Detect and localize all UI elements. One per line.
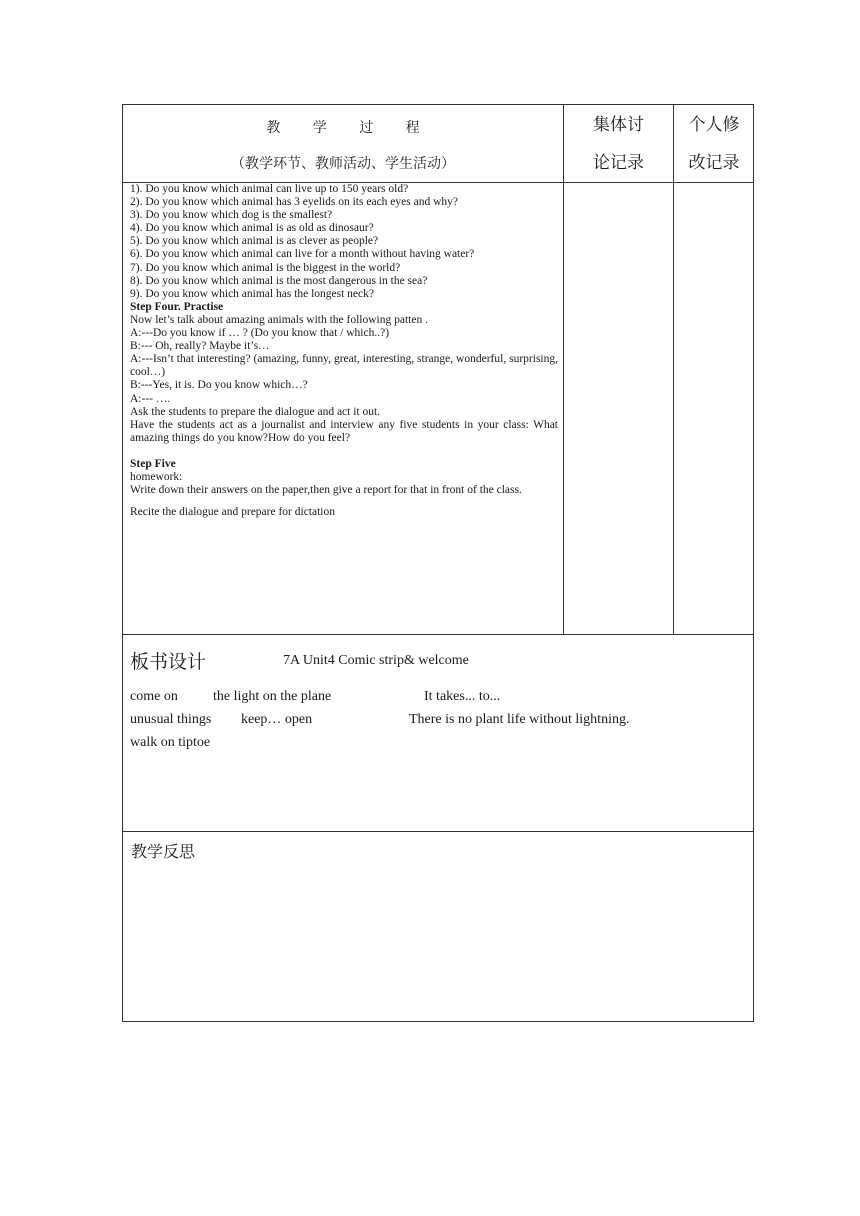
teaching-process-subtitle: （教学环节、教师活动、学生活动） — [231, 156, 455, 172]
lesson-plan-table — [122, 104, 754, 1022]
teaching-content — [130, 183, 558, 519]
dialogue-line: A:---Do you know if … ? (Do you know that / which..?) — [130, 327, 390, 340]
question-line: 4). Do you know which animal is as old as dinosaur? — [130, 222, 374, 235]
title-char: 过 — [359, 120, 374, 136]
dialogue-line: B:---Yes, it is. Do you know which…? — [130, 379, 308, 392]
column-divider-1 — [563, 105, 564, 634]
question-line: 5). Do you know which animal is as clever as people? — [130, 235, 379, 248]
board-phrase: walk on tiptoe — [130, 735, 211, 750]
dialogue-line: A:---Isn’t that interesting? (amazing, funny, great, interesting, strange, wonderful, surprising, cool…) — [130, 353, 558, 379]
board-phrase: keep… open — [241, 712, 313, 727]
step-four-title: Step Four. Practise — [130, 300, 224, 313]
title-char: 学 — [312, 120, 327, 136]
teaching-reflection-title: 教学反思 — [131, 842, 196, 861]
group-discussion-header — [564, 105, 673, 182]
question-line: 6). Do you know which animal can live for a month without having water? — [130, 248, 475, 261]
header-line: 论记录 — [593, 153, 644, 173]
question-line: 7). Do you know which animal is the biggest in the world? — [130, 261, 401, 274]
homework-line: Recite the dialogue and prepare for dictation — [130, 506, 335, 519]
homework-line: Write down their answers on the paper,then give a report for that in front of the class. — [130, 484, 522, 497]
task-line: Ask the students to prepare the dialogue and act it out. — [130, 405, 381, 418]
board-phrase: unusual things — [130, 712, 212, 727]
header-line: 集体讨 — [593, 115, 644, 135]
task-line: Have the students act as a journalist and interview any five students in your class: What amazing things do you know?How do you feel? — [130, 418, 558, 444]
board-phrase: There is no plant life without lightning. — [409, 712, 630, 727]
step-five-title: Step Five — [130, 457, 176, 470]
board-phrase: It takes... to... — [424, 689, 501, 704]
question-line: 1). Do you know which animal can live up to 150 years old? — [130, 183, 409, 195]
title-char: 教 — [266, 120, 281, 136]
question-line: 3). Do you know which dog is the smallest? — [130, 209, 333, 222]
question-line: 8). Do you know which animal is the most dangerous in the sea? — [130, 274, 428, 287]
question-line: 2). Do you know which animal has 3 eyelids on its each eyes and why? — [130, 196, 458, 209]
board-phrase: the light on the plane — [213, 689, 332, 704]
homework-label: homework: — [130, 470, 183, 483]
board-phrase: come on — [130, 689, 178, 704]
board-subtitle: 7A Unit4 Comic strip& welcome — [283, 653, 469, 668]
question-line: 9). Do you know which animal has the longest neck? — [130, 287, 374, 300]
step-four-intro: Now let’s talk about amazing animals with the following patten . — [130, 313, 428, 326]
dialogue-line: B:--- Oh, really? Maybe it’s… — [130, 340, 270, 353]
reflection-divider — [123, 831, 753, 832]
teaching-process-header — [123, 105, 563, 182]
teaching-process-title — [123, 117, 563, 137]
dialogue-line: A:--- …. — [130, 392, 171, 405]
board-title: 板书设计 — [130, 651, 207, 673]
personal-revision-header — [674, 105, 754, 182]
column-divider-2 — [673, 105, 674, 634]
header-line: 个人修 — [688, 115, 740, 135]
board-divider — [123, 634, 753, 635]
header-line: 改记录 — [688, 153, 740, 173]
title-char: 程 — [405, 120, 420, 136]
